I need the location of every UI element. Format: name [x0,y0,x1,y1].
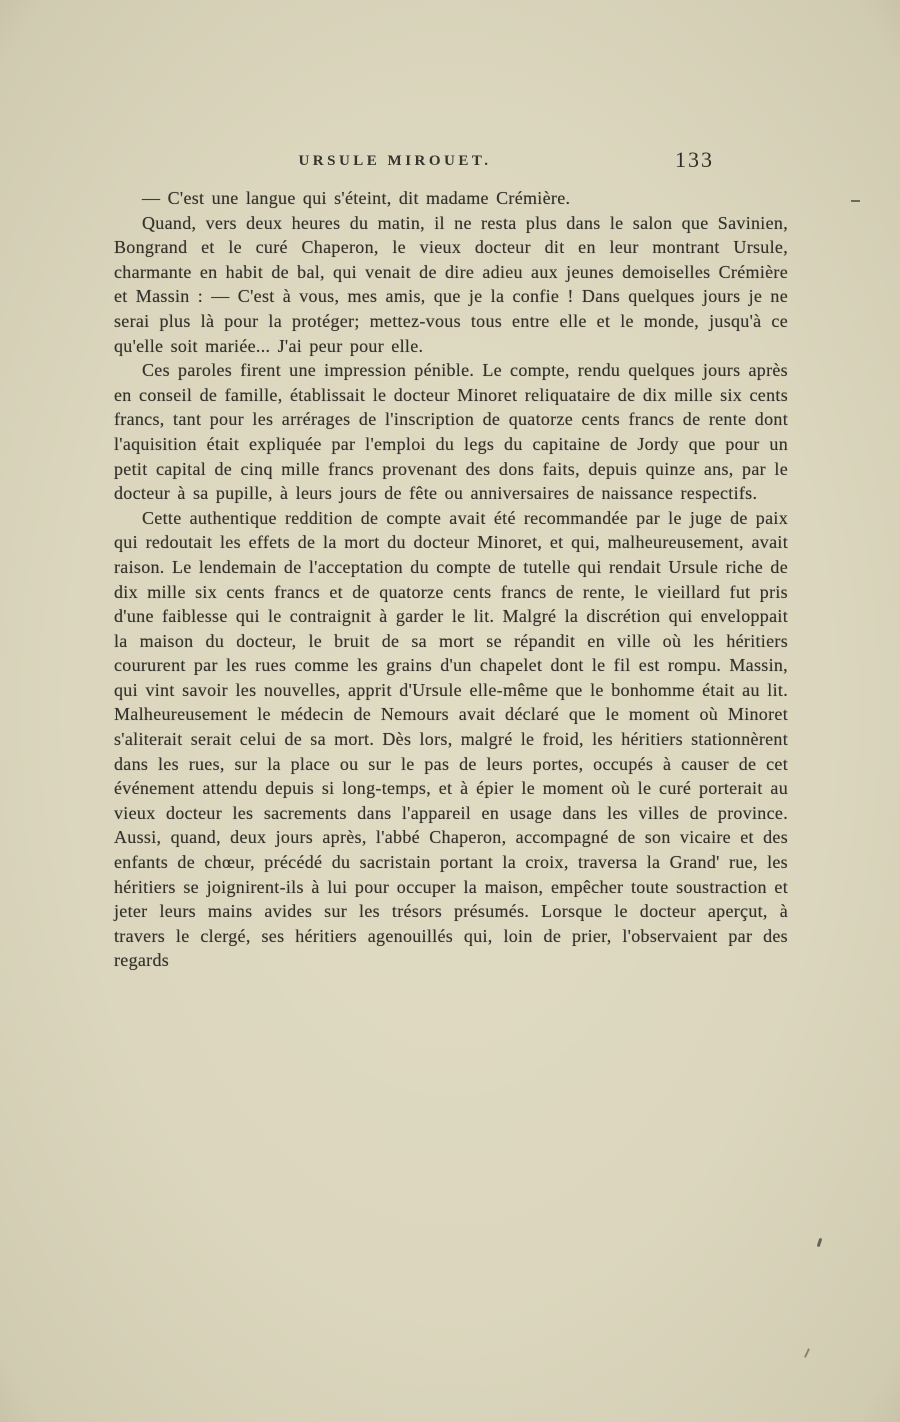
page-header [114,147,788,186]
scan-artifact [804,1348,810,1358]
paragraph: Quand, vers deux heures du matin, il ne resta plus dans le salon que Savinien, Bongrand et le curé Chaperon, le vieux docteur dit en leur montrant Ursule, charmante en habit de bal, qui venait de dire adieu aux jeunes demoiselles Crémière et Massin : — C'est à vous, mes amis, que je la confie ! Dans quelques jours je ne serai plus là pour la protéger; mettez-vous tous entre elle et le monde, jusqu'à ce qu'elle soit mariée... J'ai peur pour elle. [114,212,788,356]
running-title: URSULE MIROUET. [298,153,492,169]
paragraph: — C'est une langue qui s'éteint, dit madame Crémière. [142,188,571,208]
scan-artifact [851,200,860,202]
page-number: 133 [675,147,714,172]
page-content [114,147,788,973]
body-text [114,186,788,973]
scan-artifact [817,1238,823,1247]
paragraph: Cette authentique reddition de compte avait été recommandée par le juge de paix qui redoutait les effets de la mort du docteur Minoret, et qui, malheureusement, avait raison. Le lendemain de l'acceptation du compte de tutelle qui rendait Ursule riche de dix mille six cents francs et de quatorze cents francs de rente, le vieillard fut pris d'une faiblesse qui le contraignit à garder le lit. Malgré la discrétion qui enveloppait la maison du docteur, le bruit de sa mort se répandit en ville où les héritiers coururent par les rues comme les grains d'un chapelet dont le fil est rompu. Massin, qui vint savoir les nouvelles, apprit d'Ursule elle-même que le bonhomme était au lit. Malheureusement le médecin de Nemours avait déclaré que le moment où Minoret s'aliterait serait celui de sa mort. Dès lors, malgré le froid, les héritiers stationnèrent dans les rues, sur la place ou sur le pas de leurs portes, occupés à causer de cet événement attendu depuis si long-temps, et à épier le moment où le curé porterait au vieux docteur les sacrements dans l'appareil en usage dans les villes de province. Aussi, quand, deux jours après, l'abbé Chaperon, accompagné de son vicaire et des enfants de chœur, précédé du sacristain portant la croix, traversa la Grand' rue, les héritiers se joignirent-ils à lui pour occuper la maison, empêcher toute soustraction et jeter leurs mains avides sur les trésors présumés. Lorsque le docteur aperçut, à travers le clergé, ses héritiers agenouillés qui, loin de prier, l'observaient par des regards [114,507,788,971]
paragraph: Ces paroles firent une impression pénible. Le compte, rendu quelques jours après en conseil de famille, établissait le docteur Minoret reliquataire de dix mille six cents francs, tant pour les arrérages de l'inscription de quatorze cents francs de rente dont l'aquisition était expliquée par l'emploi du legs du capitaine de Jordy que pour un petit capital de cinq mille francs provenant des dons faits, depuis quinze ans, par le docteur à sa pupille, à leurs jours de fête ou anniversaires de naissance respectifs. [114,360,788,504]
